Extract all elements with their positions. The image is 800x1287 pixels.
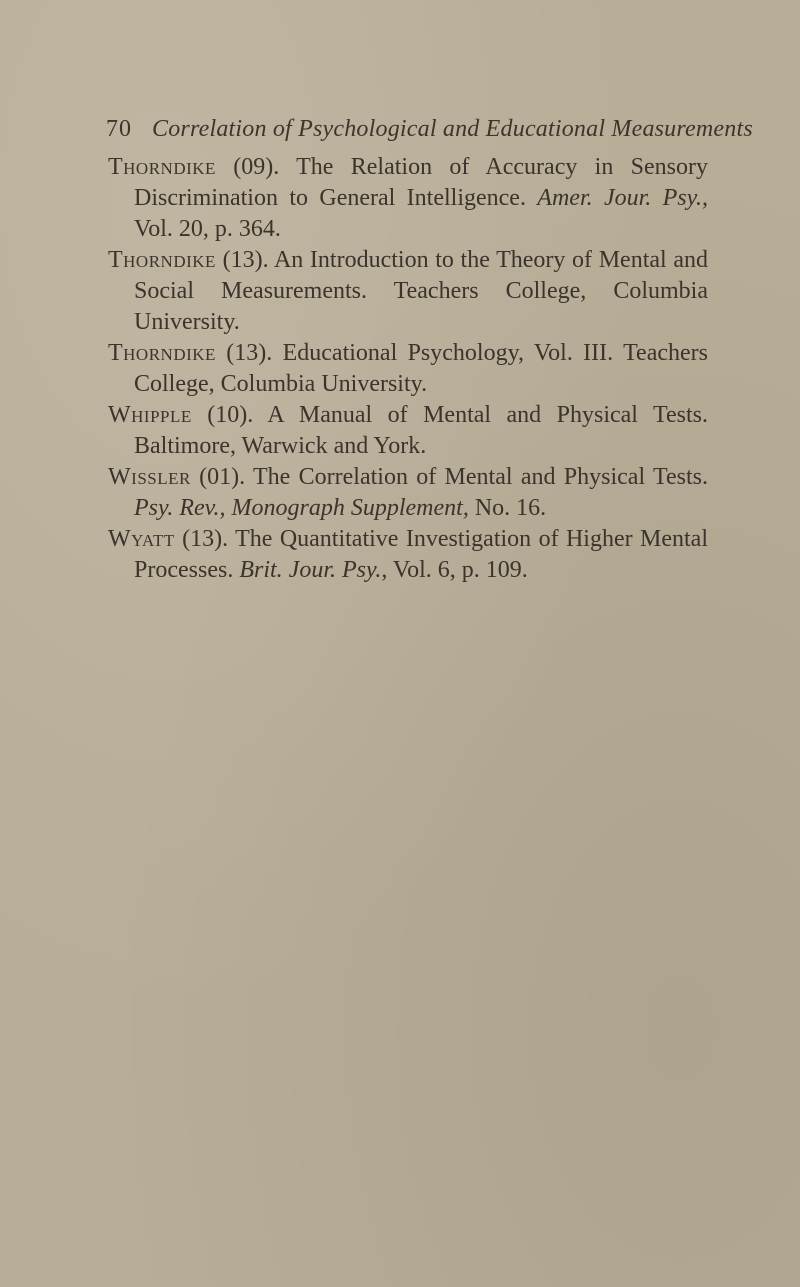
reference-text: Vol. 20, p. 364. [134, 216, 281, 242]
reference-text: The Correlation of Mental and Physical Tests. [253, 464, 708, 490]
reference-journal: Brit. Jour. Psy., [239, 557, 388, 583]
reference-author: Thorndike [108, 154, 216, 180]
reference-author: Wyatt [108, 526, 175, 552]
reference-text: The Relation of Accuracy in Sensory Discrimination to General Intelligence. [134, 154, 708, 211]
reference-text: A Manual of Mental and Physical Tests. Baltimore, Warwick and York. [134, 402, 708, 459]
reference-year: (10). [207, 402, 254, 428]
reference-year: (13). [226, 340, 273, 366]
reference-author: Thorndike [108, 340, 216, 366]
reference-item [108, 338, 708, 400]
page-number: 70 [106, 116, 132, 142]
reference-item [108, 462, 708, 524]
reference-item [108, 245, 708, 338]
reference-item [108, 524, 708, 586]
running-title: Correlation of Psychological and Educational Measurements [152, 116, 753, 142]
reference-text: Educational Psychology, Vol. III. Teachers College, Columbia University. [134, 340, 708, 397]
reference-author: Wissler [108, 464, 191, 490]
reference-text: The Quantitative Investigation of Higher Mental Processes. [134, 526, 708, 583]
reference-item [108, 152, 708, 245]
reference-year: (13). [222, 247, 269, 273]
reference-journal: Amer. Jour. Psy., [537, 185, 708, 211]
reference-text: An Introduction to the Theory of Mental and Social Measurements. Teachers College, Columbia University. [134, 247, 709, 335]
reference-item [108, 400, 708, 462]
reference-list [108, 152, 708, 586]
reference-text: No. 16. [468, 495, 547, 521]
reference-year: (09). [233, 154, 280, 180]
reference-year: (01). [199, 464, 246, 490]
reference-text: Vol. 6, p. 109. [387, 557, 528, 583]
reference-author: Thorndike [108, 247, 216, 273]
running-head [106, 112, 753, 146]
reference-journal: Psy. Rev., Monograph Supplement, [134, 495, 469, 521]
reference-year: (13). [182, 526, 229, 552]
reference-author: Whipple [108, 402, 192, 428]
